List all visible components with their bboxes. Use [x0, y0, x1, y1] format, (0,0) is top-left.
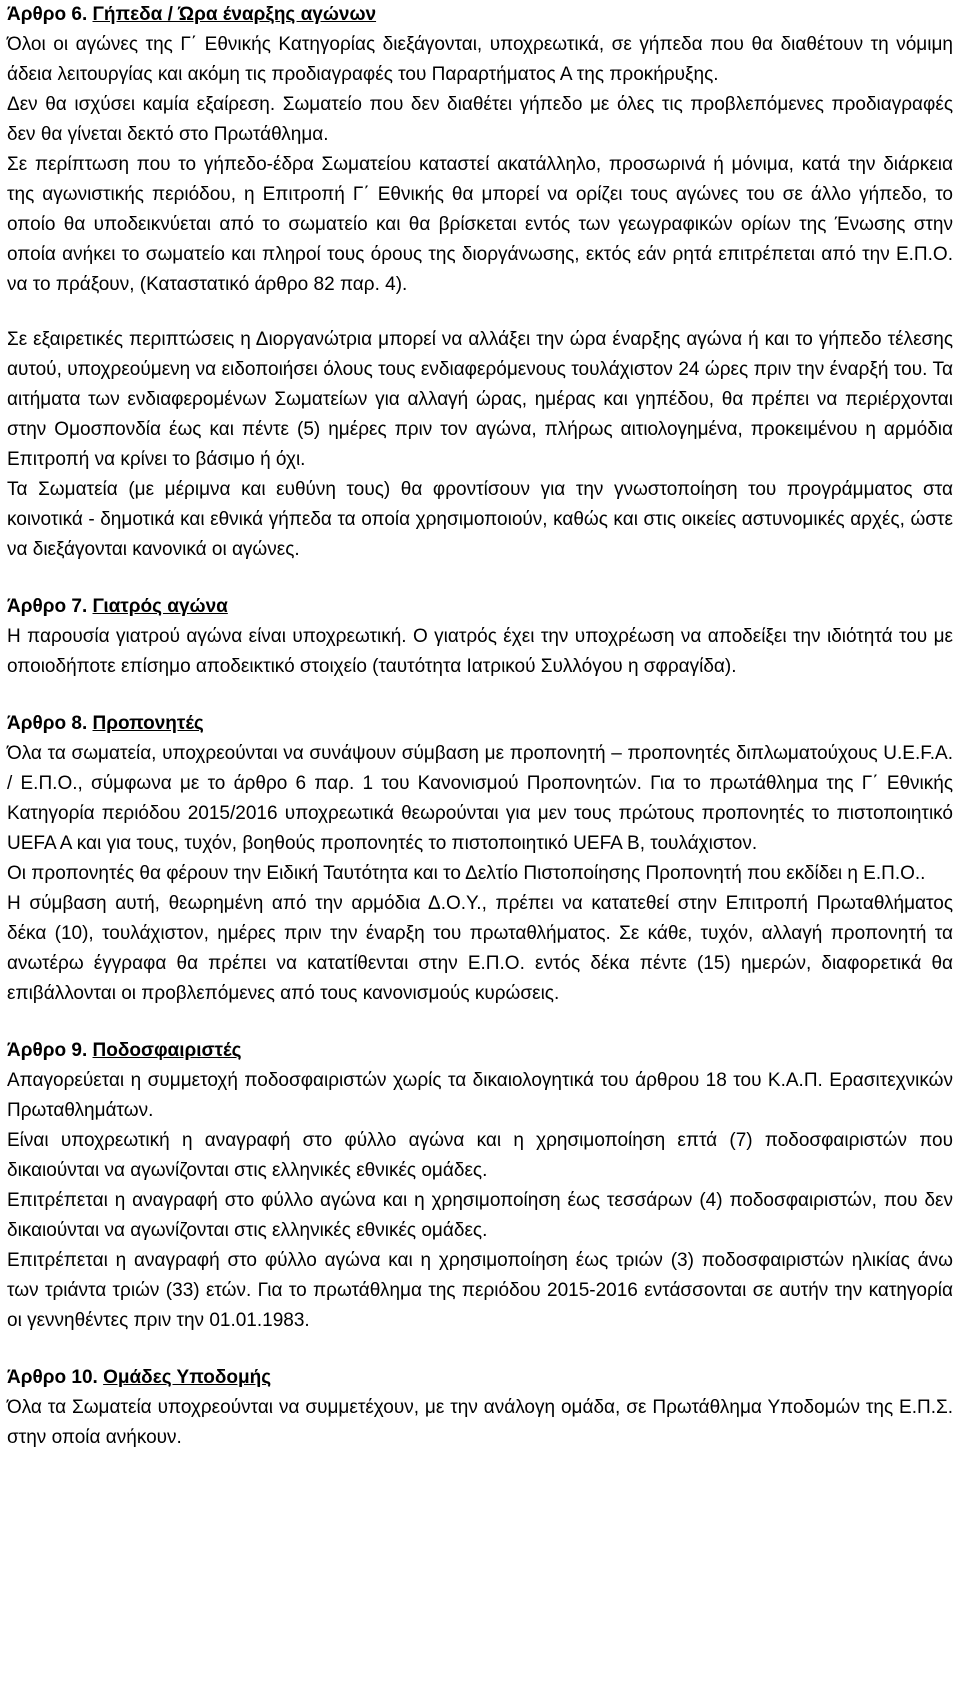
article-6: [7, 0, 953, 565]
paragraph: Η παρουσία γιατρού αγώνα είναι υποχρεωτική. Ο γιατρός έχει την υποχρέωση να αποδείξει την ιδιότητά του με οποιοδήποτε επίσημο αποδεικτικό στοιχείο (ταυτότητα Ιατρικού Συλλόγου η σφραγίδα).: [7, 626, 953, 677]
article-heading: [7, 1363, 953, 1393]
article-9: [7, 1036, 953, 1336]
article-title: Γιατρός αγώνα: [92, 596, 228, 617]
paragraph: Δεν θα ισχύσει καμία εξαίρεση. Σωματείο που δεν διαθέτει γήπεδο με όλες τις προβλεπόμενες προδιαγραφές δεν θα γίνεται δεκτό στο Πρωτάθλημα.: [7, 94, 953, 145]
article-number: Άρθρο 7.: [7, 596, 88, 617]
paragraph: Επιτρέπεται η αναγραφή στο φύλλο αγώνα και η χρησιμοποίηση έως τεσσάρων (4) ποδοσφαιριστών, που δεν δικαιούνται να αγωνίζονται στις ελληνικές εθνικές ομάδες.: [7, 1190, 953, 1241]
paragraph: Η σύμβαση αυτή, θεωρημένη από την αρμόδια Δ.Ο.Υ., πρέπει να κατατεθεί στην Επιτροπή Πρωταθλήματος δέκα (10), τουλάχιστον, ημέρες πριν την έναρξη του πρωταθλήματος. Σε κάθε, τυχόν, αλλαγή προπονητή τα ανωτέρω έγγραφα θα πρέπει να κατατίθενται στην Ε.Π.Ο. εντός δέκα πέντε (15) ημερών, διαφορετικά θα επιβάλλονται οι προβλεπόμενες από τους κανονισμούς κυρώσεις.: [7, 893, 953, 1004]
article-8: [7, 709, 953, 1009]
article-title: Προπονητές: [92, 713, 204, 734]
paragraph: Οι προπονητές θα φέρουν την Ειδική Ταυτότητα και το Δελτίο Πιστοποίησης Προπονητή που εκδίδει η Ε.Π.Ο..: [7, 863, 926, 884]
article-title: Γήπεδα / Ώρα έναρξης αγώνων: [92, 4, 377, 25]
paragraph: Απαγορεύεται η συμμετοχή ποδοσφαιριστών χωρίς τα δικαιολογητικά του άρθρου 18 του Κ.Α.Π. Ερασιτεχνικών Πρωταθλημάτων.: [7, 1070, 953, 1121]
spacer: [7, 565, 953, 592]
article-10: [7, 1363, 953, 1453]
spacer: [7, 1009, 953, 1036]
article-title: Ομάδες Υποδομής: [103, 1367, 272, 1388]
article-heading: [7, 709, 953, 739]
paragraph: Όλοι οι αγώνες της Γ΄ Εθνικής Κατηγορίας διεξάγονται, υποχρεωτικά, σε γήπεδα που θα διαθέτουν τη νόμιμη άδεια λειτουργίας και ακόμη τις προδιαγραφές του Παραρτήματος Α της προκήρυξης.: [7, 34, 953, 85]
article-number: Άρθρο 8.: [7, 713, 88, 734]
article-number: Άρθρο 10.: [7, 1367, 98, 1388]
spacer: [7, 300, 953, 325]
paragraph: Σε περίπτωση που το γήπεδο-έδρα Σωματείου καταστεί ακατάλληλο, προσωρινά ή μόνιμα, κατά την διάρκεια της αγωνιστικής περιόδου, η Επιτροπή Γ΄ Εθνικής θα μπορεί να ορίζει τους αγώνες του σε άλλο γήπεδο, το οποίο θα υποδεικνύεται από το σωματείο και θα βρίσκεται εντός των γεωγραφικών ορίων της Ένωσης στην οποία ανήκει το σωματείο και πληροί τους όρους της διοργάνωσης, εκτός εάν ρητά επιτρέπεται από την Ε.Π.Ο. να το πράξουν, (Καταστατικό άρθρο 82 παρ. 4).: [7, 154, 953, 295]
article-7: [7, 592, 953, 682]
article-number: Άρθρο 6.: [7, 4, 88, 25]
paragraph: Είναι υποχρεωτική η αναγραφή στο φύλλο αγώνα και η χρησιμοποίηση επτά (7) ποδοσφαιριστών που δικαιούνται να αγωνίζονται στις ελληνικές εθνικές ομάδες.: [7, 1130, 953, 1181]
spacer: [7, 1336, 953, 1363]
spacer: [7, 682, 953, 709]
paragraph: Όλα τα Σωματεία υποχρεούνται να συμμετέχουν, με την ανάλογη ομάδα, σε Πρωτάθλημα Υποδομών της Ε.Π.Σ. στην οποία ανήκουν.: [7, 1397, 953, 1448]
paragraph: Τα Σωματεία (με μέριμνα και ευθύνη τους) θα φροντίσουν για την γνωστοποίηση του προγράμματος στα κοινοτικά - δημοτικά και εθνικά γήπεδα τα οποία χρησιμοποιούν, καθώς και στις οικείες αστυνομικές αρχές, ώστε να διεξάγονται κανονικά οι αγώνες.: [7, 479, 953, 560]
article-title: Ποδοσφαιριστές: [92, 1040, 242, 1061]
article-heading: [7, 1036, 953, 1066]
paragraph: Σε εξαιρετικές περιπτώσεις η Διοργανώτρια μπορεί να αλλάξει την ώρα έναρξης αγώνα ή και το γήπεδο τέλεσης αυτού, υποχρεούμενη να ειδοποιήσει όλους τους ενδιαφερόμενους τουλάχιστον 24 ώρες πριν την έναρξή του. Τα αιτήματα των ενδιαφερομένων Σωματείων για αλλαγή ώρας, ημέρας και γηπέδου, θα πρέπει να περιέρχονται στην Ομοσπονδία έως και πέντε (5) ημέρες πριν τον αγώνα, πλήρως αιτιολογημένα, προκειμένου η αρμόδια Επιτροπή να κρίνει το βάσιμο ή όχι.: [7, 329, 953, 470]
article-number: Άρθρο 9.: [7, 1040, 88, 1061]
article-heading: [7, 592, 953, 622]
paragraph: Επιτρέπεται η αναγραφή στο φύλλο αγώνα και η χρησιμοποίηση έως τριών (3) ποδοσφαιριστών ηλικίας άνω των τριάντα τριών (33) ετών. Για το πρωτάθλημα της περιόδου 2015-2016 εντάσσονται σε αυτήν την κατηγορία οι γεννηθέντες πριν την 01.01.1983.: [7, 1250, 953, 1331]
article-heading: [7, 0, 953, 30]
paragraph: Όλα τα σωματεία, υποχρεούνται να συνάψουν σύμβαση με προπονητή – προπονητές διπλωματούχους U.E.F.A. / Ε.Π.Ο., σύμφωνα με το άρθρο 6 παρ. 1 του Κανονισμού Προπονητών. Για το πρωτάθλημα της Γ΄ Εθνικής Κατηγορία περιόδου 2015/2016 υποχρεωτικά θεωρούνται για μεν τους πρώτους προπονητές το πιστοποιητικό UEFA A και για τους, τυχόν, βοηθούς προπονητές το πιστοποιητικό UEFA B, τουλάχιστον.: [7, 743, 953, 854]
